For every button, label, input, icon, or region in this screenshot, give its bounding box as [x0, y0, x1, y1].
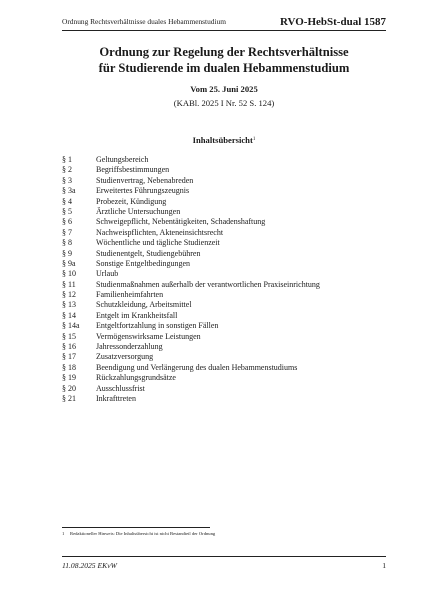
toc-entry-number: § 6 [62, 217, 72, 227]
table-of-contents [62, 155, 392, 404]
toc-entry-label: Urlaub [96, 269, 119, 279]
toc-entry [62, 300, 392, 310]
toc-entry [62, 290, 392, 300]
page-number: 1 [382, 561, 386, 570]
toc-entry [62, 176, 392, 186]
publication-reference: (KABl. 2025 I Nr. 52 S. 124) [173, 98, 275, 108]
toc-entry-number: § 2 [62, 165, 72, 175]
document-code: RVO-HebSt-dual 1587 [279, 16, 386, 28]
toc-entry-number: § 17 [62, 352, 76, 362]
toc-entry [62, 342, 392, 352]
toc-entry-number: § 20 [62, 383, 76, 393]
toc-entry-number: § 4 [62, 196, 72, 206]
toc-entry-label: Ausschlussfrist [96, 383, 145, 393]
toc-entry-label: Familienheimfahrten [96, 290, 164, 300]
document-title [62, 44, 386, 76]
toc-entry-label: Entgeltfortzahlung in sonstigen Fällen [96, 321, 219, 331]
toc-entry [62, 311, 392, 321]
toc-entry-number: § 5 [62, 206, 72, 216]
toc-entry [62, 384, 392, 394]
toc-entry-label: Wöchentliche und tägliche Studienzeit [96, 238, 220, 248]
toc-entry [62, 155, 392, 165]
footnote-divider [62, 527, 210, 528]
toc-entry-label: Erweitertes Führungszeugnis [96, 186, 190, 196]
toc-entry [62, 332, 392, 342]
toc-entry [62, 373, 392, 383]
toc-entry-label: Studienentgelt, Studiengebühren [96, 248, 201, 258]
toc-entry-label: Entgelt im Krankheitsfall [96, 310, 178, 320]
toc-entry [62, 228, 392, 238]
toc-entry-label: Geltungsbereich [96, 155, 149, 164]
toc-entry [62, 394, 392, 404]
toc-entry-number: § 1 [62, 155, 72, 164]
footnote-text: Redaktioneller Hinweis: Die Inhaltsübersicht ist nicht Bestandteil der Ordnung [70, 531, 216, 536]
toc-entry-number: § 14a [62, 321, 80, 331]
toc-entry-label: Jahressonderzahlung [96, 342, 163, 352]
toc-entry-label: Sonstige Entgeltbedingungen [96, 258, 190, 268]
toc-entry-label: Schweigepflicht, Nebentätigkeiten, Schadenshaftung [96, 217, 266, 227]
toc-entry-number: § 15 [62, 331, 76, 341]
toc-entry [62, 217, 392, 227]
toc-entry [62, 259, 392, 269]
toc-entry [62, 363, 392, 373]
toc-entry-number: § 8 [62, 238, 72, 248]
footer-date: 11.08.2025 EKvW [62, 561, 117, 570]
toc-entry-number: § 16 [62, 342, 76, 352]
toc-entry-label: Inkrafttreten [96, 393, 136, 403]
footnote-mark: 1 [62, 531, 65, 536]
toc-entry-number: § 14 [62, 310, 76, 320]
toc-entry [62, 186, 392, 196]
toc-entry-label: Rückzahlungsgrundsätze [96, 373, 176, 383]
toc-entry-number: § 9 [62, 248, 72, 258]
toc-entry-label: Ärztliche Untersuchungen [96, 206, 181, 216]
toc-entry-label: Nachweispflichten, Akteneinsichtsrecht [96, 227, 224, 237]
toc-heading [62, 135, 386, 145]
document-date: Vom 25. Juni 2025 [190, 84, 258, 94]
toc-entry-number: § 9a [62, 258, 76, 268]
document-title-line-1: Ordnung zur Regelung der Rechtsverhältnisse [99, 45, 349, 59]
toc-entry [62, 165, 392, 175]
running-header [62, 14, 386, 31]
toc-entry [62, 321, 392, 331]
toc-entry-number: § 11 [62, 279, 76, 289]
toc-entry-number: § 21 [62, 393, 76, 403]
toc-entry-number: § 10 [62, 269, 76, 279]
toc-entry-number: § 3a [62, 186, 76, 196]
toc-entry-label: Studienvertrag, Nebenabreden [96, 175, 194, 185]
toc-heading-text: Inhaltsübersicht [192, 135, 253, 145]
toc-entry-number: § 7 [62, 227, 72, 237]
toc-entry-number: § 3 [62, 175, 72, 185]
toc-entry [62, 269, 392, 279]
toc-entry-label: Probezeit, Kündigung [96, 196, 167, 206]
toc-entry-number: § 13 [62, 300, 76, 310]
toc-entry-label: Studienmaßnahmen außerhalb der verantwortlichen Praxiseinrichtung [96, 279, 320, 289]
footnote-reference: 1 [252, 137, 256, 142]
footer-divider [62, 556, 386, 557]
footnote [62, 531, 215, 536]
toc-entry-number: § 18 [62, 362, 76, 372]
toc-entry-label: Begriffsbestimmungen [96, 165, 170, 175]
toc-entry-label: Schutzkleidung, Arbeitsmittel [96, 300, 192, 310]
toc-entry [62, 238, 392, 248]
toc-entry-label: Vermögenswirksame Leistungen [96, 331, 201, 341]
toc-entry [62, 280, 392, 290]
toc-entry [62, 352, 392, 362]
running-title: Ordnung Rechtsverhältnisse duales Hebammenstudium [62, 17, 226, 26]
toc-entry [62, 249, 392, 259]
toc-entry-label: Beendigung und Verlängerung des dualen Hebammenstudiums [96, 362, 298, 372]
toc-entry [62, 197, 392, 207]
toc-entry-label: Zusatzversorgung [96, 352, 154, 362]
toc-entry-number: § 12 [62, 290, 76, 300]
document-title-line-2: für Studierende im dualen Hebammenstudium [98, 61, 350, 75]
toc-entry-number: § 19 [62, 373, 76, 383]
toc-entry [62, 207, 392, 217]
